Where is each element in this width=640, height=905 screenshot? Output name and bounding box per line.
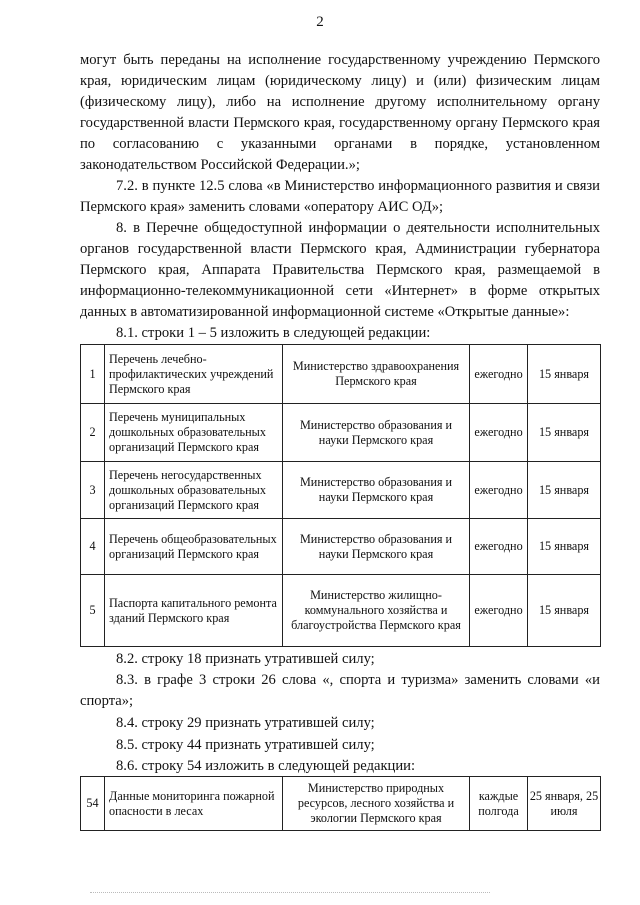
update-date: 15 января	[528, 575, 601, 647]
dataset-name: Перечень негосударственных дошкольных образовательных организаций Пермского края	[105, 462, 283, 519]
paragraph-8-6: 8.6. строку 54 изложить в следующей редакции:	[116, 758, 416, 774]
responsible-ministry: Министерство здравоохранения Пермского края	[283, 345, 470, 404]
row-number: 4	[81, 519, 105, 575]
update-frequency: ежегодно	[470, 462, 528, 519]
responsible-ministry: Министерство образования и науки Пермского края	[283, 404, 470, 462]
scan-artifact-divider	[90, 892, 490, 895]
paragraph-8-2: 8.2. строку 18 признать утратившей силу;	[116, 651, 375, 667]
table-row	[81, 519, 601, 575]
update-frequency: каждые полгода	[470, 777, 528, 831]
responsible-ministry: Министерство природных ресурсов, лесного хозяйства и экологии Пермского края	[283, 777, 470, 831]
paragraph-8-5: 8.5. строку 44 признать утратившей силу;	[116, 737, 375, 753]
row-number: 5	[81, 575, 105, 647]
row-number: 54	[81, 777, 105, 831]
table-row	[81, 345, 601, 404]
dataset-name: Данные мониторинга пожарной опасности в лесах	[105, 777, 283, 831]
update-frequency: ежегодно	[470, 519, 528, 575]
table-row	[81, 404, 601, 462]
update-frequency: ежегодно	[470, 575, 528, 647]
update-date: 15 января	[528, 519, 601, 575]
paragraph-continuation: могут быть переданы на исполнение государственному учреждению Пермского края, юридическим лицам (юридическому лицу) и (или) физическим лицам (физическому лицу), либо на исполнение другому исполнительному органу государственной власти Пермского края, государственному органу Пермского края по согласованию с указанными органами в порядке, установленном законодательством Российской Федерации.»;	[80, 52, 600, 173]
table-row	[81, 462, 601, 519]
paragraph-8-1: 8.1. строки 1 – 5 изложить в следующей редакции:	[116, 325, 431, 341]
update-frequency: ежегодно	[470, 404, 528, 462]
paragraph-7-2: 7.2. в пункте 12.5 слова «в Министерство информационного развития и связи Пермского края» заменить словами «оператору АИС ОД»;	[80, 178, 600, 215]
row-number: 3	[81, 462, 105, 519]
row-number: 1	[81, 345, 105, 404]
row-number: 2	[81, 404, 105, 462]
table-row	[81, 777, 601, 831]
update-date: 15 января	[528, 345, 601, 404]
dataset-name: Перечень муниципальных дошкольных образовательных организаций Пермского края	[105, 404, 283, 462]
open-data-table-rows-1-5	[80, 344, 601, 647]
paragraph-8-3: 8.3. в графе 3 строки 26 слова «, спорта и туризма» заменить словами «и спорта»;	[80, 672, 600, 709]
dataset-name: Перечень лечебно-профилактических учреждений Пермского края	[105, 345, 283, 404]
paragraph-8-4: 8.4. строку 29 признать утратившей силу;	[116, 715, 375, 731]
update-date: 15 января	[528, 404, 601, 462]
open-data-table-row-54	[80, 776, 601, 831]
update-date: 25 января, 25 июля	[528, 777, 601, 831]
paragraph-8: 8. в Перечне общедоступной информации о деятельности исполнительных органов государственной власти Пермского края, Администрации губернатора Пермского края, Аппарата Правительства Пермского края, размещаемой в информационно-телекоммуникационной сети «Интернет» в форме открытых данных в автоматизированной информационной системе «Открытые данные»:	[80, 220, 600, 320]
responsible-ministry: Министерство жилищно-коммунального хозяйства и благоустройства Пермского края	[283, 575, 470, 647]
page-number: 2	[316, 14, 324, 30]
dataset-name: Паспорта капитального ремонта зданий Пермского края	[105, 575, 283, 647]
update-date: 15 января	[528, 462, 601, 519]
responsible-ministry: Министерство образования и науки Пермского края	[283, 462, 470, 519]
responsible-ministry: Министерство образования и науки Пермского края	[283, 519, 470, 575]
dataset-name: Перечень общеобразовательных организаций Пермского края	[105, 519, 283, 575]
update-frequency: ежегодно	[470, 345, 528, 404]
table-row	[81, 575, 601, 647]
